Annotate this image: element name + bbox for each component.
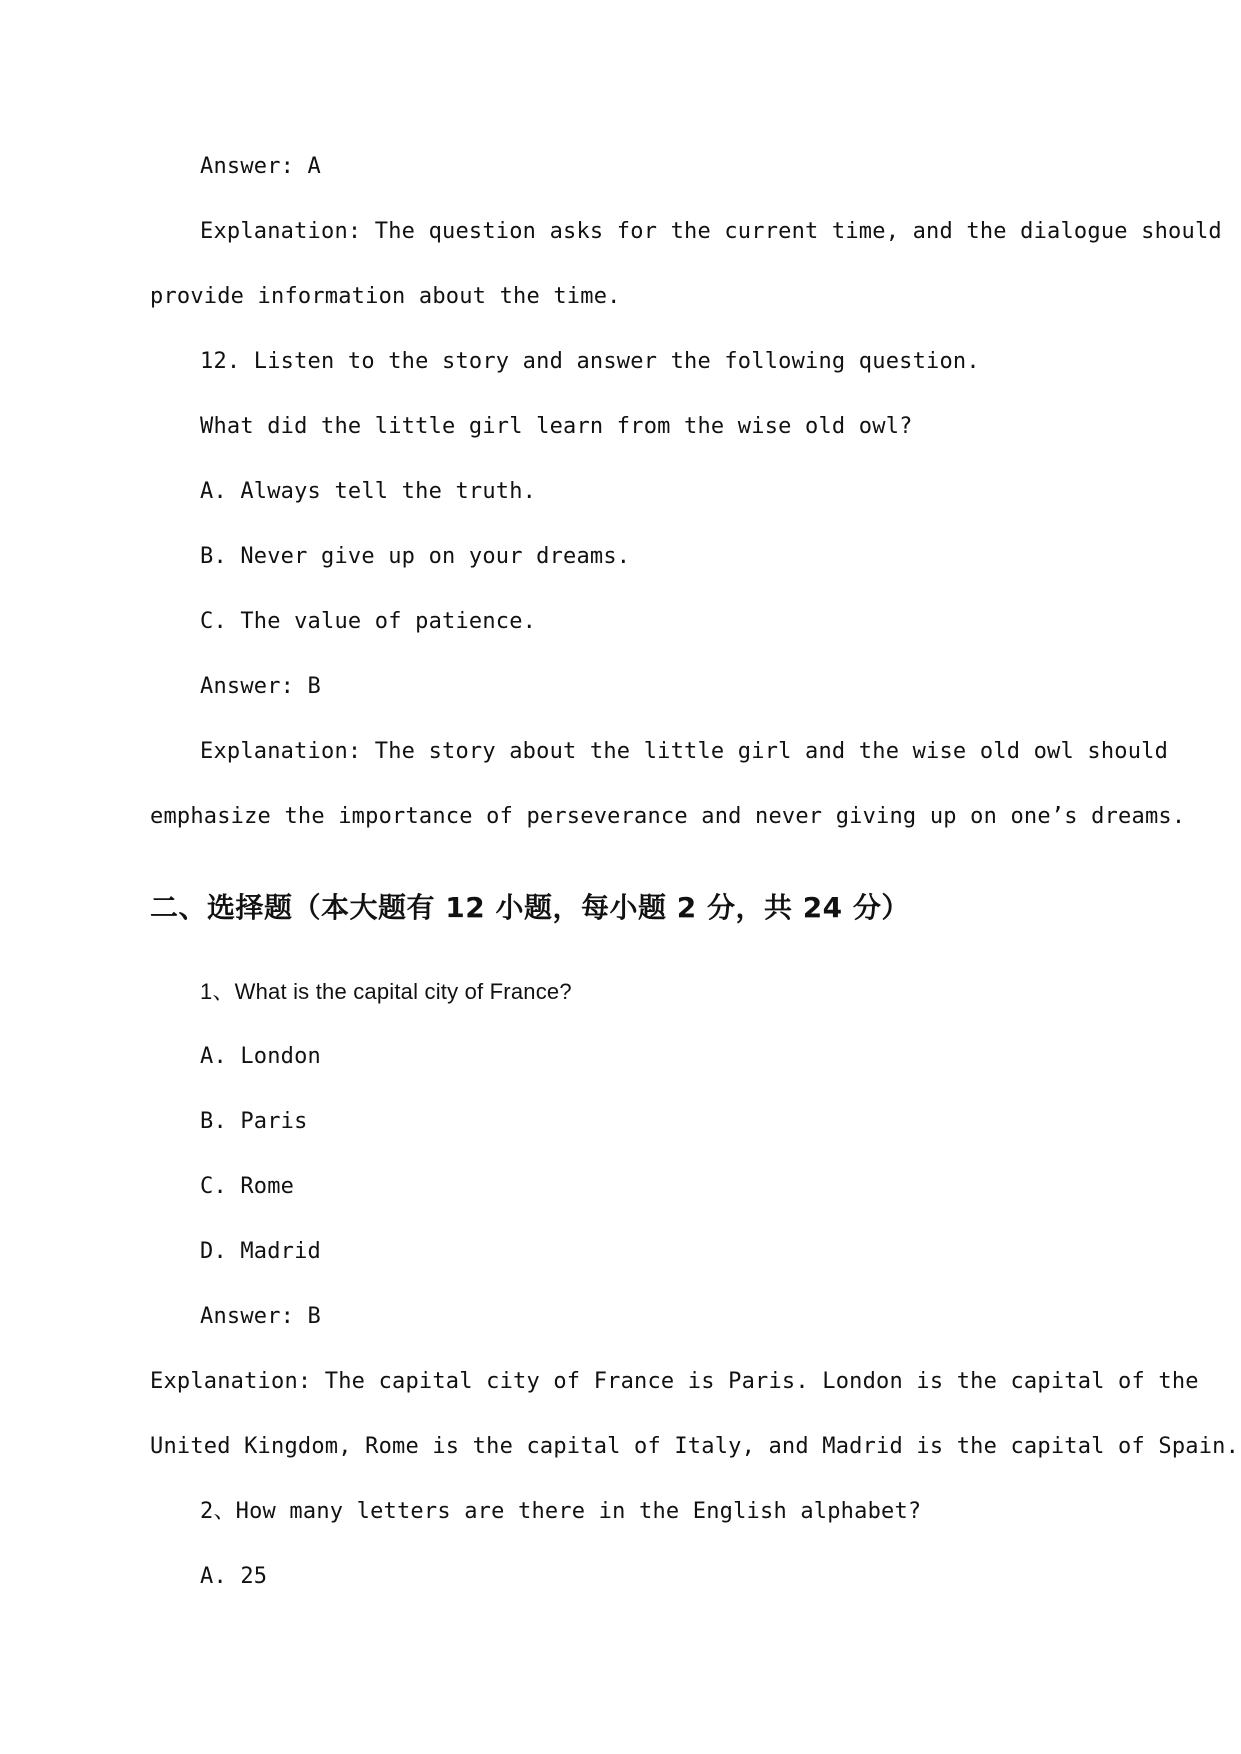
q12-explanation-line-1: Explanation: The story about the little girl and the wise old owl should [200, 739, 1169, 764]
q2-option-a: A. 25 [200, 1564, 268, 1589]
q11-explanation-line-1: Explanation: The question asks for the current time, and the dialogue should [200, 219, 1222, 244]
q1-explanation-line-1: Explanation: The capital city of France is Paris. London is the capital of the [150, 1369, 1199, 1394]
q1-option-d: D. Madrid [200, 1239, 322, 1264]
q12-answer: Answer: B [200, 674, 322, 699]
q1-question: 1、What is the capital city of France? [200, 979, 572, 1004]
q1-option-b: B. Paris [200, 1109, 308, 1134]
q1-explanation-line-2: United Kingdom, Rome is the capital of Italy, and Madrid is the capital of Spain. [150, 1434, 1240, 1459]
q1-option-c: C. Rome [200, 1174, 295, 1199]
q12-option-b: B. Never give up on your dreams. [200, 544, 631, 569]
q2-question: 2、How many letters are there in the English alphabet? [200, 1499, 922, 1524]
q12-prompt: 12. Listen to the story and answer the following question. [200, 349, 980, 374]
q12-question: What did the little girl learn from the wise old owl? [200, 414, 913, 439]
q12-explanation-line-2: emphasize the importance of perseverance and never giving up on one’s dreams. [150, 804, 1186, 829]
q11-explanation-line-2: provide information about the time. [150, 284, 621, 309]
q1-option-a: A. London [200, 1044, 322, 1069]
q12-option-c: C. The value of patience. [200, 609, 537, 634]
section-heading: 二、选择题（本大题有 12 小题，每小题 2 分，共 24 分） [150, 891, 910, 924]
q11-answer: Answer: A [200, 154, 322, 179]
q12-option-a: A. Always tell the truth. [200, 479, 537, 504]
q1-answer: Answer: B [200, 1304, 322, 1329]
